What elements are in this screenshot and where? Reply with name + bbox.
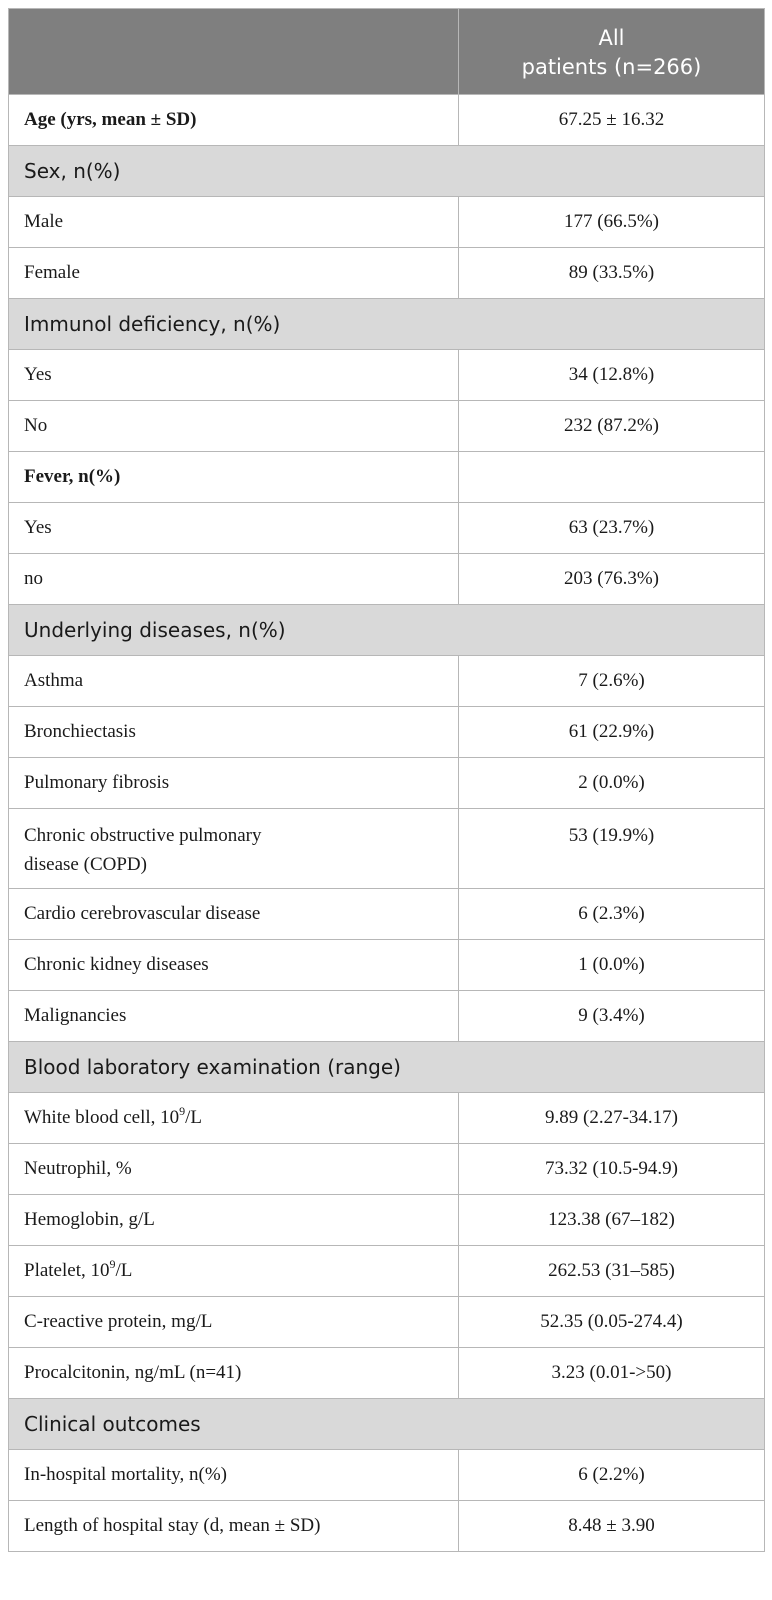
table-row [9, 1246, 765, 1297]
wbc-label-exponent: 9 [179, 1104, 186, 1118]
row-label-neutrophil: Neutrophil, % [9, 1144, 459, 1195]
section-header-row [9, 299, 765, 350]
row-value-fever-no: 203 (76.3%) [459, 554, 765, 605]
row-label-hemoglobin: Hemoglobin, g/L [9, 1195, 459, 1246]
row-label-crp: C-reactive protein, mg/L [9, 1297, 459, 1348]
row-value-cardio: 6 (2.3%) [459, 889, 765, 940]
row-value-asthma: 7 (2.6%) [459, 656, 765, 707]
row-label-procalcitonin: Procalcitonin, ng/mL (n=41) [9, 1348, 459, 1399]
table-row [9, 248, 765, 299]
table-row [9, 940, 765, 991]
section-immunodeficiency: Immunol deficiency, n(%) [9, 299, 765, 350]
table-row [9, 1348, 765, 1399]
table-row [9, 503, 765, 554]
row-value-copd: 53 (19.9%) [459, 809, 765, 889]
row-label-pulmonary-fibrosis: Pulmonary fibrosis [9, 758, 459, 809]
row-label-fever-no: no [9, 554, 459, 605]
row-label-female: Female [9, 248, 459, 299]
row-value-immuno-yes: 34 (12.8%) [459, 350, 765, 401]
row-value-neutrophil: 73.32 (10.5-94.9) [459, 1144, 765, 1195]
table-row [9, 452, 765, 503]
platelet-label-prefix: Platelet, 10 [24, 1260, 110, 1281]
row-value-procalcitonin: 3.23 (0.01->50) [459, 1348, 765, 1399]
row-value-kidney: 1 (0.0%) [459, 940, 765, 991]
table-row [9, 991, 765, 1042]
row-value-fever-yes: 63 (23.7%) [459, 503, 765, 554]
section-header-row [9, 1042, 765, 1093]
row-label-immuno-no: No [9, 401, 459, 452]
table-row [9, 95, 765, 146]
table-row [9, 350, 765, 401]
row-label-asthma: Asthma [9, 656, 459, 707]
row-value-crp: 52.35 (0.05-274.4) [459, 1297, 765, 1348]
table-row [9, 1450, 765, 1501]
row-value-hemoglobin: 123.38 (67–182) [459, 1195, 765, 1246]
row-label-hospital-stay: Length of hospital stay (d, mean ± SD) [9, 1501, 459, 1552]
wbc-label-prefix: White blood cell, 10 [24, 1107, 180, 1128]
section-header-row [9, 605, 765, 656]
table-row [9, 1297, 765, 1348]
row-value-age: 67.25 ± 16.32 [459, 95, 765, 146]
row-label-male: Male [9, 197, 459, 248]
table-row [9, 707, 765, 758]
row-label-age: Age (yrs, mean ± SD) [9, 95, 459, 146]
table-header-row [9, 9, 765, 95]
row-label-mortality: In-hospital mortality, n(%) [9, 1450, 459, 1501]
table-row [9, 809, 765, 889]
table-row [9, 197, 765, 248]
row-value-hospital-stay: 8.48 ± 3.90 [459, 1501, 765, 1552]
row-value-male: 177 (66.5%) [459, 197, 765, 248]
section-sex: Sex, n(%) [9, 146, 765, 197]
table-row [9, 758, 765, 809]
row-value-platelet: 262.53 (31–585) [459, 1246, 765, 1297]
section-clinical-outcomes: Clinical outcomes [9, 1399, 765, 1450]
header-all-patients [459, 9, 765, 95]
header-line-1: All [598, 25, 625, 50]
row-label-kidney: Chronic kidney diseases [9, 940, 459, 991]
row-label-wbc [9, 1093, 459, 1144]
patient-characteristics-table [8, 8, 765, 1552]
table-row [9, 1144, 765, 1195]
row-label-immuno-yes: Yes [9, 350, 459, 401]
platelet-label-suffix: /L [115, 1260, 133, 1281]
row-label-malignancies: Malignancies [9, 991, 459, 1042]
copd-label-line-1: Chronic obstructive pulmonary [24, 825, 262, 846]
table-row [9, 1501, 765, 1552]
row-value-wbc: 9.89 (2.27-34.17) [459, 1093, 765, 1144]
row-label-bronchiectasis: Bronchiectasis [9, 707, 459, 758]
row-value-female: 89 (33.5%) [459, 248, 765, 299]
row-label-cardio: Cardio cerebrovascular disease [9, 889, 459, 940]
row-value-pulmonary-fibrosis: 2 (0.0%) [459, 758, 765, 809]
row-value-immuno-no: 232 (87.2%) [459, 401, 765, 452]
row-value-malignancies: 9 (3.4%) [459, 991, 765, 1042]
row-value-mortality: 6 (2.2%) [459, 1450, 765, 1501]
section-header-row [9, 146, 765, 197]
table-row [9, 1093, 765, 1144]
row-label-fever-yes: Yes [9, 503, 459, 554]
wbc-label-suffix: /L [185, 1107, 203, 1128]
section-underlying-diseases: Underlying diseases, n(%) [9, 605, 765, 656]
row-value-fever [459, 452, 765, 503]
section-header-row [9, 1399, 765, 1450]
row-label-platelet [9, 1246, 459, 1297]
header-line-2: patients (n=266) [521, 54, 702, 79]
copd-label-line-2: disease (COPD) [24, 854, 147, 875]
table-row [9, 1195, 765, 1246]
table-row [9, 656, 765, 707]
row-value-bronchiectasis: 61 (22.9%) [459, 707, 765, 758]
row-label-copd [9, 809, 459, 889]
header-empty-cell [9, 9, 459, 95]
table-row [9, 889, 765, 940]
table-row [9, 401, 765, 452]
section-blood-lab: Blood laboratory examination (range) [9, 1042, 765, 1093]
row-label-fever: Fever, n(%) [9, 452, 459, 503]
platelet-label-exponent: 9 [109, 1257, 116, 1271]
table-row [9, 554, 765, 605]
